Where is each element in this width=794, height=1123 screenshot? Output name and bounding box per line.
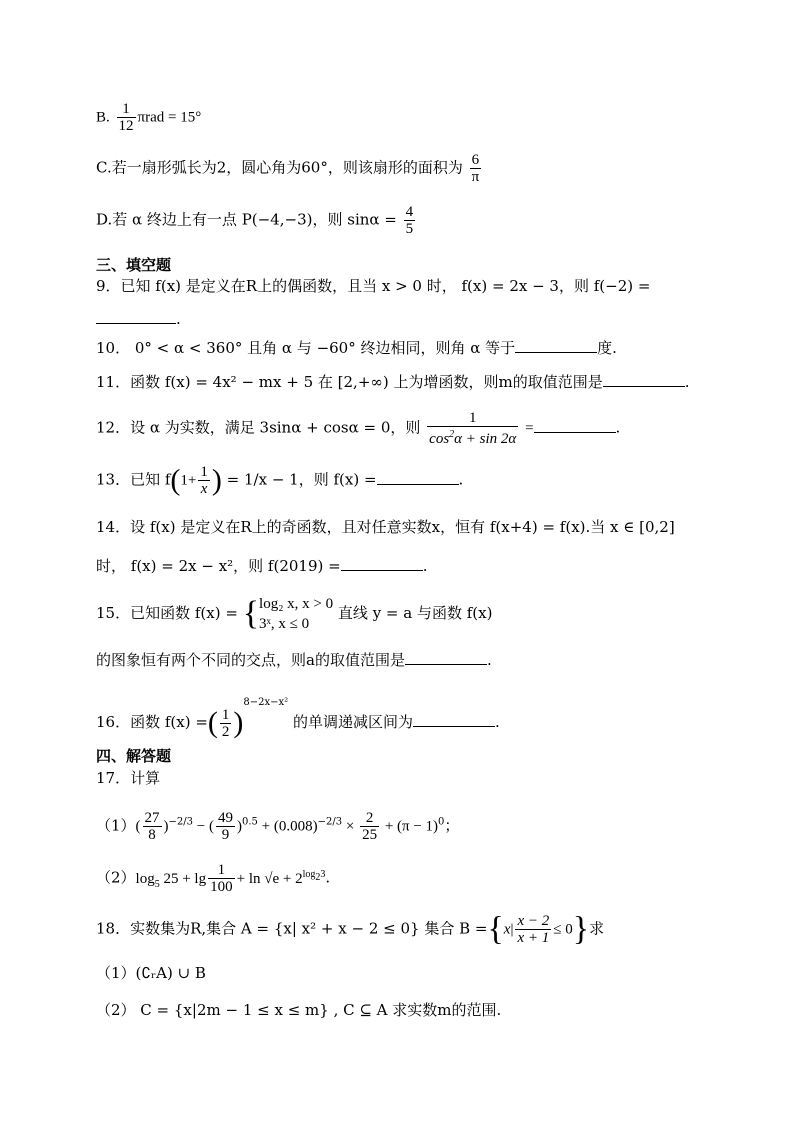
q15-suffix: 直线 y = a 与函数 f(x) — [337, 604, 493, 622]
q13-mid: = 1/x − 1，则 f(x) = — [226, 470, 377, 489]
answer-blank — [515, 338, 597, 353]
q9-text: 9．已知 f(x) 是定义在R上的偶函数，且当 x > 0 时， f(x) = 2x − 3，则 f(−2) = — [96, 277, 651, 295]
q15-prefix: 15．已知函数 f(x) = — [96, 604, 238, 622]
option-d — [96, 204, 417, 237]
option-c-text: C.若一扇形弧长为2，圆心角为60°，则该扇形的面积为 — [96, 158, 463, 177]
question-14-line1 — [96, 517, 675, 537]
answer-blank — [405, 650, 487, 665]
question-18-part1: （1）(∁ᵣA) ∪ B — [96, 964, 206, 982]
q10-tail: 度. — [597, 339, 617, 357]
q13-text: 13．已知 f — [96, 470, 171, 489]
question-11: 11．函数 f(x) = 4x² − mx + 5 在 [2,+∞) 上为增函数，则m的取值范围是 . — [96, 373, 690, 391]
question-10 — [96, 338, 617, 358]
question-14-line2: 时， f(x) = 2x − x²，则 f(2019) = . — [96, 557, 428, 575]
q11-text: 11．函数 f(x) = 4x² − mx + 5 在 [2,+∞) 上为增函数，则m的取值范围是 — [96, 373, 603, 391]
question-17-part1: （1）( $\frac{27}{8}$ )$^{-2/3}$ − ( $\frac{49}{9}$ )$^{0.5} + (0.008)^{-2/3}$ × $\frac{2}{25}$ + $(\pi - 1)^0$； — [96, 810, 460, 843]
question-18-part2: （2） C = {x|2m − 1 ≤ x ≤ m} , C ⊆ A 求实数m的范围. — [96, 1001, 502, 1019]
question-15: 15．已知函数 f(x) = { log₂ x, x > 0 3ˣ, x ≤ 0 直线 y = a 与函数 f(x) — [96, 595, 493, 632]
question-15-line2: 的图象恒有两个不同的交点，则a的取值范围是 . — [96, 651, 492, 669]
answer-blank — [603, 372, 685, 387]
option-b — [96, 101, 201, 134]
option-c — [96, 152, 483, 185]
q16-prefix: 16．函数 f(x) = — [96, 713, 208, 731]
fraction: $\frac{4}{5}$ — [405, 204, 414, 237]
fraction: $\frac{1}{\cos^2\alpha + \sin 2\alpha}$ — [429, 410, 517, 447]
question-16: 16．函数 f(x) =( $\frac{1}{2}$ )$^{8-2x-x^2}$ 的单调递减区间为 . — [96, 697, 500, 740]
fraction: $\frac{1}{2}$ — [221, 706, 230, 740]
answer-blank — [341, 556, 423, 571]
q14-line2: 时， f(x) = 2x − x²，则 f(2019) = — [96, 557, 341, 575]
question-17-part2: $(2)\log_5$ 25 + lg $\frac{1}{100}$ + $\ln √e + 2^{log_23}$. — [96, 862, 331, 895]
question-17: 17．计算 — [96, 769, 161, 787]
option-d-text: D.若 α 终边上有一点 P(−4,−3)，则 sinα = — [96, 210, 402, 229]
fraction: $\frac{1}{12}$ — [118, 101, 134, 134]
option-b-rhs: πrad = 15° — [137, 109, 202, 126]
fraction: $\frac{1}{x}$ — [200, 464, 208, 497]
section-title: 三、填空题 — [96, 256, 172, 274]
q12-text: 12．设 α 为实数，满足 3sinα + cosα = 0，则 — [96, 418, 421, 437]
question-12: 12．设 α 为实数，满足 3sinα + cosα = 0，则 $\frac{1}{\cos^2\alpha + \sin 2\alpha}$ = . — [96, 410, 621, 447]
option-b-label: B. — [96, 109, 110, 126]
q14-line1: 14．设 f(x) 是定义在R上的奇函数，且对任意实数x，恒有 f(x+4) = f(x).当 x ∈ [0,2] — [96, 518, 675, 536]
question-18: 18．实数集为R,集合 A = {x| x² + x − 2 ≤ 0} 集合 B ={x| $\frac{x - 2}{x + 1}$ ≤ 0}求 — [96, 910, 605, 948]
answer-blank — [377, 470, 459, 485]
q15-line2: 的图象恒有两个不同的交点，则a的取值范围是 — [96, 651, 405, 669]
answer-blank — [413, 712, 495, 727]
question-13: 13．已知 f(1+ $\frac{1}{x}$ ) = 1/x − 1，则 f(x) = . — [96, 463, 464, 497]
answer-blank: . — [96, 309, 181, 329]
question-9 — [96, 276, 650, 296]
q16-suffix: 的单调递减区间为 — [292, 713, 413, 731]
section-title: 四、解答题 — [96, 747, 172, 765]
q10-text: 10． 0° < α < 360° 且角 α 与 −60° 终边相同，则角 α 等于 — [96, 339, 516, 357]
fraction: $\frac{6}{\pi}$ — [471, 152, 480, 185]
answer-blank — [534, 418, 616, 433]
